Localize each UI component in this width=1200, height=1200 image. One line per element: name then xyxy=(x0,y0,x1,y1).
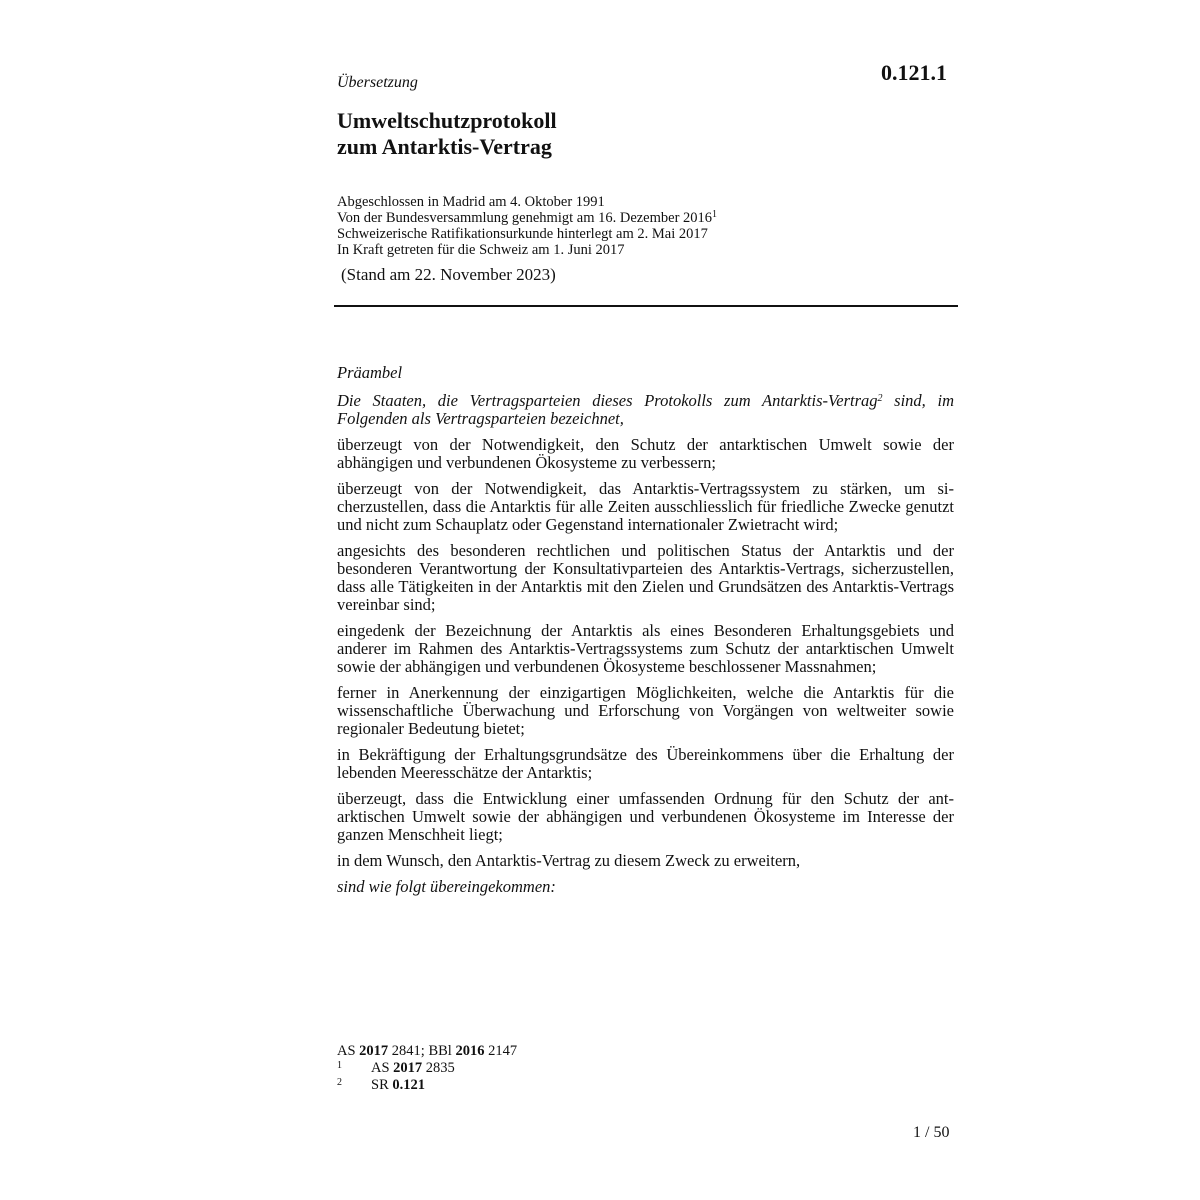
meta-ratified: Schweizerische Ratifikationsurkunde hinterlegt am 2. Mai 2017 xyxy=(337,226,708,242)
preamble xyxy=(337,364,954,904)
source-as-page: 2841; BBl xyxy=(388,1043,456,1059)
meta-approved xyxy=(337,210,717,226)
footnote-ref-2[interactable]: 2 xyxy=(877,393,883,404)
title-line-1: Umweltschutzprotokoll xyxy=(337,108,557,133)
metadata-block xyxy=(337,194,717,258)
meta-in-force: In Kraft getreten für die Schweiz am 1. Juni 2017 xyxy=(337,242,625,258)
footnote-prefix: AS xyxy=(371,1060,394,1076)
source-bbl-page: 2147 xyxy=(484,1043,518,1059)
footnote-prefix: SR xyxy=(371,1077,393,1093)
footnote-2 xyxy=(337,1077,517,1094)
page-number: 1 / 50 xyxy=(913,1124,950,1141)
translation-label: Übersetzung xyxy=(337,74,418,91)
preamble-paragraph: eingedenk der Bezeichnung der Antarktis als eines Besonderen Erhaltungsgebiets und anderer im Rahmen des Antarktis-Vertragssystems zum Schutz der antarktischen Umwelt sowie der abhängigen und verbundenen Ökosysteme beschlossener Massnahmen; xyxy=(337,621,954,676)
preamble-paragraph: angesichts des besonderen rechtlichen und politischen Status der Antarktis und der besonderen Verantwortung der Konsultativparteien des Antarktis-Vertrags, sicherzustellen, dass alle Tätigkeiten in der Antarktis mit den Zielen und Grundsätzen des Antarktis-Vertrags vereinbar sind; xyxy=(337,541,954,614)
status-date: (Stand am 22. November 2023) xyxy=(341,265,556,284)
preamble-intro-b: sind, im Folgenden als Vertragsparteien bezeichnet, xyxy=(337,391,954,428)
preamble-closing: sind wie folgt übereingekommen: xyxy=(337,877,556,896)
source-as-prefix: AS xyxy=(337,1043,360,1059)
preamble-paragraph: in Bekräftigung der Erhaltungsgrundsätze des Übereinkommens über die Erhaltung der lebenden Meeresschätze der Antarktis; xyxy=(337,745,954,782)
footnotes xyxy=(337,1043,517,1094)
footnote-ref-1[interactable]: 1 xyxy=(712,209,718,220)
footnote-number: 2 xyxy=(337,1077,342,1088)
preamble-heading: Präambel xyxy=(337,363,403,382)
sr-number: 0.121.1 xyxy=(881,60,947,85)
preamble-intro-a: Die Staaten, die Vertragsparteien dieses Protokolls zum Antarktis-Vertrag xyxy=(337,391,878,410)
title-line-2: zum Antarktis-Vertrag xyxy=(337,134,552,159)
footnote-bold: 0.121 xyxy=(392,1077,425,1093)
footnote-suffix: 2835 xyxy=(422,1060,455,1076)
header-divider xyxy=(334,305,958,307)
document-title xyxy=(337,108,557,160)
meta-approved-text: Von der Bundesversammlung genehmigt am 16. Dezember 2016 xyxy=(337,210,713,226)
preamble-paragraph: überzeugt von der Notwendigkeit, das Antarktis-Vertragssystem zu stärken, um sicherzustellen, dass die Antarktis für alle Zeiten ausschliesslich für friedliche Zwecke genutzt und nicht zum Schauplatz oder Gegenstand internationaler Zwietracht wird; xyxy=(337,479,954,534)
footnote-bold: 2017 xyxy=(393,1060,423,1076)
footnote-text xyxy=(371,1077,425,1094)
preamble-intro xyxy=(337,392,954,428)
preamble-paragraph: ferner in Anerkennung der einzigartigen Möglichkeiten, welche die Antarktis für die wissenschaftliche Überwachung und Erforschung von Vorgängen von weltweiter sowie regionaler Bedeutung bietet; xyxy=(337,683,954,738)
source-as-year: 2017 xyxy=(359,1043,389,1059)
meta-concluded: Abgeschlossen in Madrid am 4. Oktober 1991 xyxy=(337,194,605,210)
source-bbl-year: 2016 xyxy=(455,1043,485,1059)
preamble-paragraph: überzeugt von der Notwendigkeit, den Schutz der antarktischen Umwelt sowie der abhängigen und verbundenen Ökosysteme zu verbessern; xyxy=(337,435,954,472)
footnote-text xyxy=(371,1060,455,1077)
footnote-number: 1 xyxy=(337,1060,342,1071)
preamble-paragraph: überzeugt, dass die Entwicklung einer umfassenden Ordnung für den Schutz der antarktischen Umwelt sowie der abhängigen und verbundenen Ökosysteme im Interesse der ganzen Menschheit liegt; xyxy=(337,789,954,844)
preamble-paragraph: in dem Wunsch, den Antarktis-Vertrag zu diesem Zweck zu erweitern, xyxy=(337,851,801,870)
